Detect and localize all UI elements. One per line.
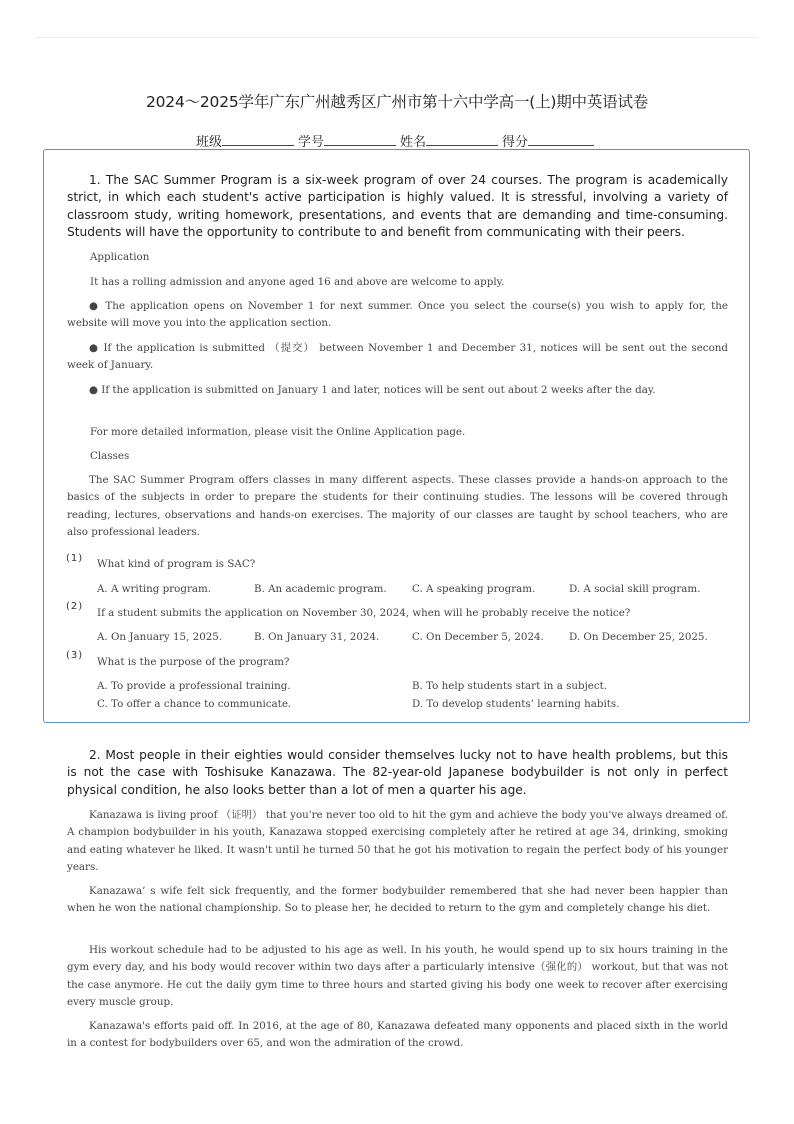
option-c[interactable]: C. To offer a chance to communicate. xyxy=(97,698,292,710)
option-a[interactable]: A. A writing program. xyxy=(97,583,212,595)
option-a[interactable]: A. To provide a professional training. xyxy=(97,680,291,692)
question-number: (1) xyxy=(66,553,84,564)
option-a[interactable]: A. On January 15, 2025. xyxy=(97,631,223,643)
question-number: (2) xyxy=(66,601,84,612)
application-bullet-2: ● If the application is submitted （提交） between November 1 and December 31, notices will be sent out the second week of January. xyxy=(67,342,728,372)
score-blank xyxy=(528,133,594,146)
application-bullet-3: ● If the application is submitted on January 1 and later, notices will be sent out about 2 weeks after the day. xyxy=(89,384,656,396)
exam-title: 2024～2025学年广东广州越秀区广州市第十六中学高一(上)期中英语试卷 xyxy=(145,93,649,111)
classes-heading: Classes xyxy=(90,450,130,462)
class-blank xyxy=(222,133,294,146)
question-text: If a student submits the application on November 30, 2024, when will he probably receive the notice? xyxy=(97,607,631,619)
option-c[interactable]: C. On December 5, 2024. xyxy=(412,631,544,643)
header-divider xyxy=(36,37,758,38)
student-no-blank xyxy=(324,133,396,146)
passage-2-paragraph-4: Kanazawa's efforts paid off. In 2016, at the age of 80, Kanazawa defeated many opponents and placed sixth in the world in a contest for bodybuilders over 65, and won the admiration of the crowd. xyxy=(67,1020,728,1050)
option-d[interactable]: D. A social skill program. xyxy=(569,583,701,595)
option-b[interactable]: B. To help students start in a subject. xyxy=(412,680,608,692)
rolling-admission-text: It has a rolling admission and anyone aged 16 and above are welcome to apply. xyxy=(90,276,505,288)
more-info-text: For more detailed information, please visit the Online Application page. xyxy=(90,426,466,438)
option-b[interactable]: B. On January 31, 2024. xyxy=(254,631,380,643)
student-info-line xyxy=(0,131,794,150)
name-blank xyxy=(426,133,498,146)
option-c[interactable]: C. A speaking program. xyxy=(412,583,536,595)
score-label: 得分 xyxy=(502,135,529,150)
passage-2-paragraph-3: His workout schedule had to be adjusted to his age as well. In his youth, he would spend up to six hours training in the gym every day, and his body would recover within two days after a particularly intensive（强化的） workout, but that was not the case anymore. He cut the daily gym time to three hours and started giving his body one week to recover after exercising every muscle group. xyxy=(67,944,728,1009)
student-no-label: 学号 xyxy=(297,135,324,150)
application-heading: Application xyxy=(90,251,150,263)
name-label: 姓名 xyxy=(400,135,427,150)
application-bullet-1: ● The application opens on November 1 for next summer. Once you select the course(s) you wish to apply for, the website will move you into the application section. xyxy=(67,300,728,330)
question-number: (3) xyxy=(66,650,84,661)
passage-1-intro: 1. The SAC Summer Program is a six-week program of over 24 courses. The program is academically strict, in which each student's active participation is highly valued. It is stressful, involving a variety of classroom study, writing homework, presentations, and events that are demanding and time-consuming. Students will have the opportunity to contribute to and benefit from communicating with their peers. xyxy=(67,173,728,239)
classes-text: The SAC Summer Program offers classes in many different aspects. These classes provide a hands-on approach to the basics of the subjects in order to prepare the students for their continuing studies. The lessons will be covered through reading, lectures, observations and hands-on exercises. The majority of our classes are taught by school teachers, who are also professional leaders. xyxy=(67,474,728,539)
class-label: 班级 xyxy=(195,135,222,150)
question-text: What kind of program is SAC? xyxy=(97,558,256,570)
option-d[interactable]: D. To develop students’ learning habits. xyxy=(412,698,620,710)
question-text: What is the purpose of the program? xyxy=(97,656,290,668)
option-d[interactable]: D. On December 25, 2025. xyxy=(569,631,708,643)
passage-2-paragraph-2: Kanazawa’ s wife felt sick frequently, and the former bodybuilder remembered that she had never been happier than when he won the national championship. So to please her, he decided to return to the gym and completely change his diet. xyxy=(67,885,728,915)
passage-2-paragraph-1: Kanazawa is living proof （证明） that you're never too old to hit the gym and achieve the body you've always dreamed of. A champion bodybuilder in his youth, Kanazawa stopped exercising completely after he retired at age 34, drinking, smoking and eating whatever he liked. It wasn't until he turned 50 that he got his motivation to regain the perfect body of his younger years. xyxy=(67,809,728,874)
option-b[interactable]: B. An academic program. xyxy=(254,583,387,595)
passage-2-intro: 2. Most people in their eighties would consider themselves lucky not to have health problems, but this is not the case with Toshisuke Kanazawa. The 82-year-old Japanese bodybuilder is not only in perfect physical condition, he also looks better than a lot of men a quarter his age. xyxy=(67,748,728,797)
